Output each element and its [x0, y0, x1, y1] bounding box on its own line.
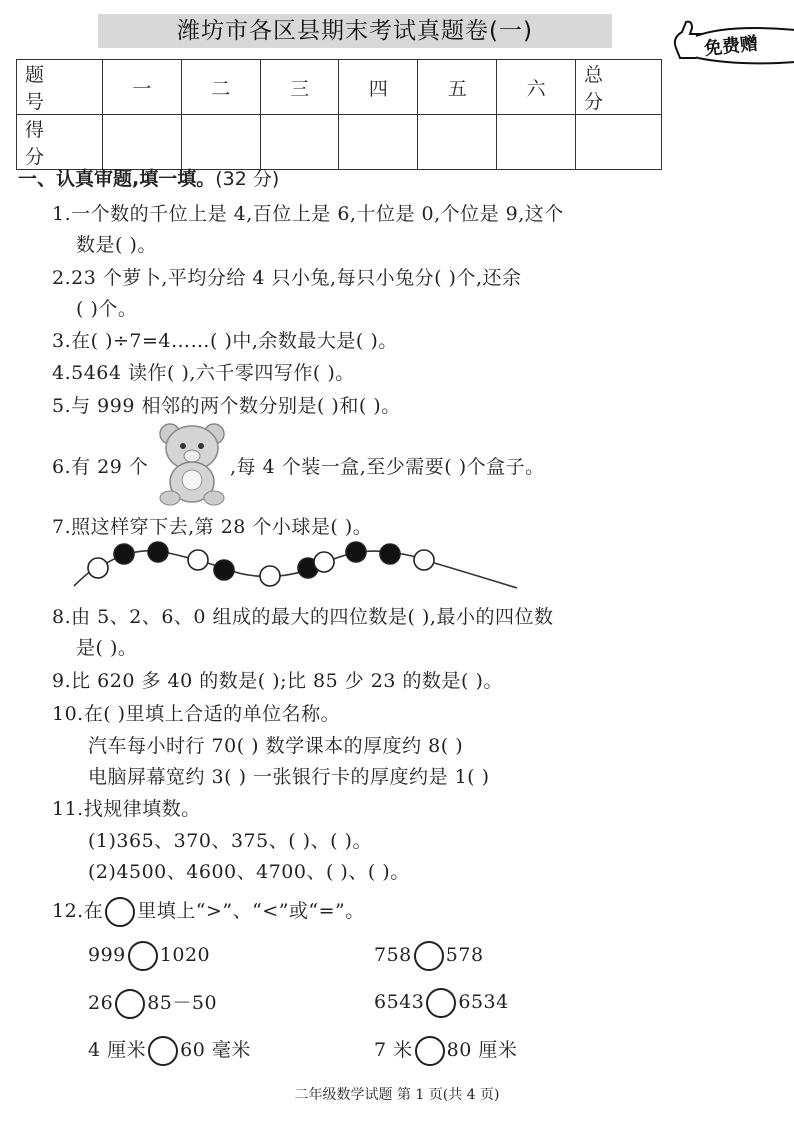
- question-5: 5.与 999 相邻的两个数分别是( )和( )。: [52, 395, 401, 417]
- score-input-cell[interactable]: [103, 115, 182, 170]
- score-input-cell[interactable]: [339, 115, 418, 170]
- question-7: 7.照这样穿下去,第 28 个小球是( )。: [52, 516, 373, 538]
- black-bead: [214, 560, 234, 580]
- question-11-row1: (1)365、370、375、( )、( )。: [88, 830, 372, 852]
- question-12: [52, 896, 365, 927]
- answer-circle[interactable]: [128, 941, 158, 971]
- answer-circle[interactable]: [426, 988, 456, 1018]
- black-bead: [148, 542, 168, 562]
- question-11-row2: (2)4500、4600、4700、( )、( )。: [88, 861, 410, 883]
- table-row: [17, 115, 662, 170]
- table-cell: 得 分: [17, 115, 103, 170]
- section-title: 一、认真审题,填一填。: [18, 168, 216, 190]
- bead-string: [74, 551, 517, 588]
- score-input-cell[interactable]: [418, 115, 497, 170]
- table-cell: 六: [497, 60, 576, 115]
- question-4: 4.5464 读作( ),六千零四写作( )。: [52, 362, 355, 384]
- table-cell: 三: [260, 60, 339, 115]
- teddy-bear-image: [156, 420, 228, 506]
- question-6-part1: 6.有 29 个: [52, 456, 149, 478]
- question-10-row1: 汽车每小时行 70( ) 数学课本的厚度约 8( ): [88, 735, 464, 757]
- table-cell: 二: [181, 60, 260, 115]
- black-bead: [114, 544, 134, 564]
- compare-item: [374, 988, 509, 1018]
- circle-icon: [105, 897, 135, 927]
- section-points: (32 分): [215, 168, 280, 190]
- question-1-line2: 数是( )。: [76, 234, 157, 256]
- badge-text: 免费赠: [703, 33, 760, 60]
- answer-circle[interactable]: [414, 941, 444, 971]
- question-2-line1: 2.23 个萝卜,平均分给 4 只小兔,每只小兔分( )个,还余: [52, 267, 522, 289]
- free-gift-badge: [668, 18, 794, 66]
- compare-item: [88, 1035, 251, 1066]
- compare-right: 1020: [159, 944, 211, 966]
- question-6-part2: ,每 4 个装一盒,至少需要( )个盒子。: [230, 456, 545, 478]
- score-input-cell[interactable]: [497, 115, 576, 170]
- compare-item: [88, 988, 217, 1019]
- table-cell: 题 号: [17, 60, 103, 115]
- compare-item: [88, 941, 210, 971]
- white-bead: [88, 558, 108, 578]
- white-bead: [414, 550, 434, 570]
- compare-right: 578: [445, 944, 484, 966]
- answer-circle[interactable]: [115, 989, 145, 1019]
- bead-string-diagram: [72, 538, 524, 594]
- score-input-cell[interactable]: [576, 115, 662, 170]
- answer-circle[interactable]: [148, 1036, 178, 1066]
- compare-right: 60 毫米: [180, 1039, 251, 1061]
- compare-item: [374, 1035, 517, 1066]
- compare-left: 7 米: [374, 1039, 413, 1061]
- black-bead: [346, 542, 366, 562]
- compare-right: 85－50: [147, 992, 218, 1014]
- score-table: [16, 59, 662, 170]
- white-bead: [314, 552, 334, 572]
- score-input-cell[interactable]: [260, 115, 339, 170]
- compare-right: 80 厘米: [446, 1039, 518, 1061]
- question-9: 9.比 620 多 40 的数是( );比 85 少 23 的数是( )。: [52, 670, 503, 692]
- black-bead: [380, 544, 400, 564]
- page-title: 潍坊市各区县期末考试真题卷(一): [177, 18, 533, 44]
- table-cell: 四: [339, 60, 418, 115]
- compare-item: [374, 941, 484, 971]
- question-12-part2: 里填上“>”、“<”或“=”。: [137, 900, 365, 922]
- compare-left: 26: [88, 992, 114, 1014]
- answer-circle[interactable]: [415, 1036, 445, 1066]
- table-cell: 总 分: [576, 60, 662, 115]
- question-8-line1: 8.由 5、2、6、0 组成的最大的四位数是( ),最小的四位数: [52, 606, 554, 628]
- compare-left: 758: [374, 944, 412, 966]
- compare-left: 6543: [374, 991, 425, 1013]
- question-12-part1: 12.在: [52, 900, 104, 922]
- white-bead: [188, 550, 208, 570]
- table-cell: 一: [103, 60, 182, 115]
- question-3: 3.在( )÷7=4……( )中,余数最大是( )。: [52, 330, 398, 352]
- question-2-line2: ( )个。: [76, 298, 138, 320]
- question-1-line1: 1.一个数的千位上是 4,百位上是 6,十位是 0,个位是 9,这个: [52, 203, 564, 225]
- question-10: 10.在( )里填上合适的单位名称。: [52, 703, 341, 725]
- score-input-cell[interactable]: [181, 115, 260, 170]
- question-11: 11.找规律填数。: [52, 798, 201, 820]
- compare-left: 999: [88, 944, 126, 966]
- question-8-line2: 是( )。: [76, 637, 138, 659]
- white-bead: [260, 566, 280, 586]
- question-10-row2: 电脑屏幕宽约 3( ) 一张银行卡的厚度约是 1( ): [88, 766, 490, 788]
- table-row: [17, 60, 662, 115]
- compare-left: 4 厘米: [88, 1039, 147, 1061]
- table-cell: 五: [418, 60, 497, 115]
- compare-right: 6534: [458, 991, 509, 1013]
- page-footer: 二年级数学试题 第 1 页(共 4 页): [294, 1087, 500, 1103]
- section-heading: [18, 164, 279, 191]
